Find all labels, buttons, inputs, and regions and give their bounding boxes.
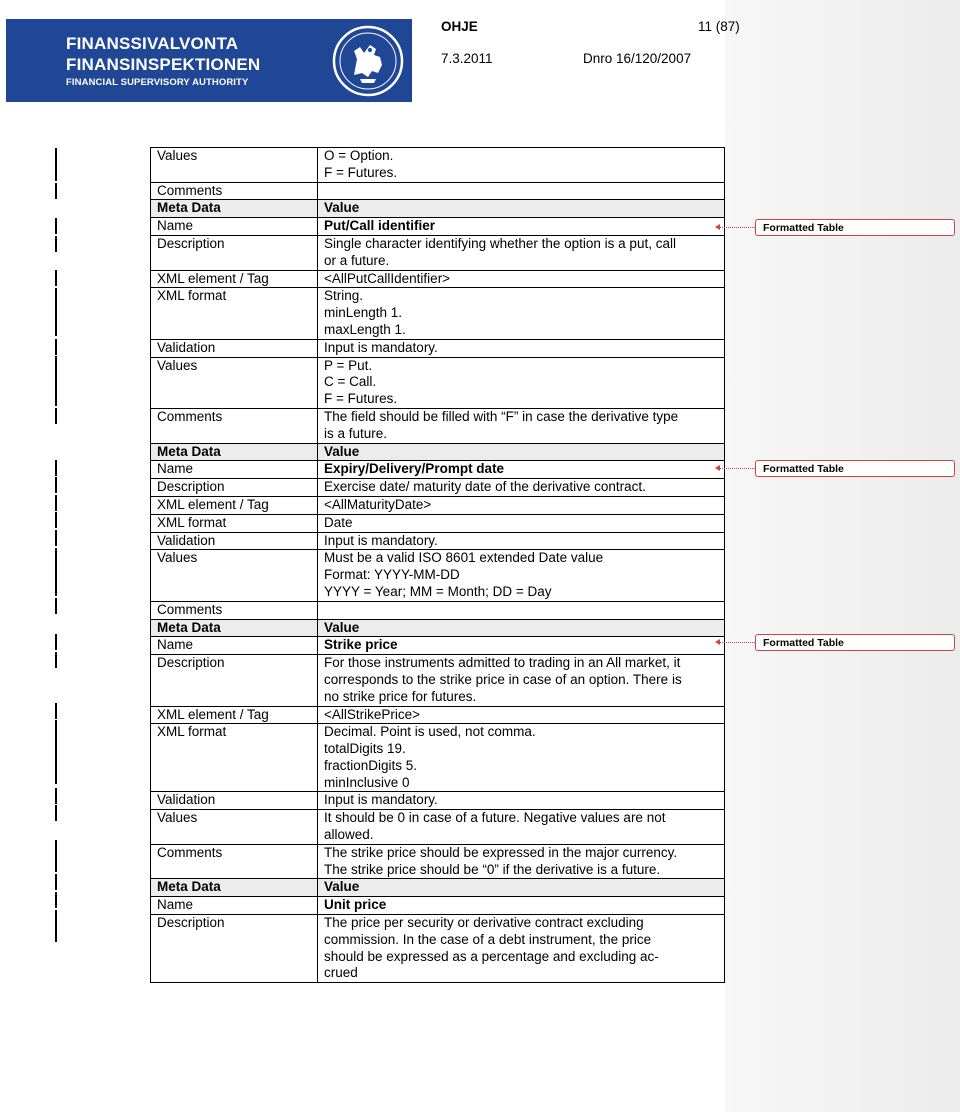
annotation-connector (720, 468, 755, 469)
field-value-line: commission. In the case of a debt instrument, the price (324, 931, 652, 947)
field-value-line: <AllStrikePrice> (324, 706, 421, 722)
field-value-line: <AllPutCallIdentifier> (324, 270, 451, 286)
field-value-line: Single character identifying whether the option is a put, call (324, 235, 676, 251)
table-row (151, 706, 725, 724)
field-value-line: Input is mandatory. (324, 532, 438, 548)
change-bar (55, 910, 57, 942)
change-bar (55, 408, 57, 424)
document-date: 7.3.2011 (441, 51, 493, 66)
change-bar (55, 874, 57, 890)
field-label-cell: Values (151, 550, 318, 601)
meta-header-row (151, 619, 725, 637)
field-value-line: fractionDigits 5. (324, 757, 418, 773)
field-value-cell (318, 479, 725, 497)
field-label-cell: XML element / Tag (151, 706, 318, 724)
formatted-table-comment[interactable]: Formatted Table (755, 460, 955, 477)
field-value-line: minInclusive 0 (324, 774, 410, 790)
comment-margin-pane (725, 0, 960, 1112)
field-value-cell (318, 897, 725, 915)
field-label-cell: Description (151, 235, 318, 270)
logo-org-name-sv: FINANSINSPEKTIONEN (66, 55, 261, 74)
meta-header-row (151, 200, 725, 218)
field-value-cell (318, 408, 725, 443)
field-value-line: The strike price should be “0” if the derivative is a future. (324, 861, 661, 877)
table-row (151, 357, 725, 408)
change-bar (55, 236, 57, 252)
field-value-line: C = Call. (324, 374, 377, 390)
field-label-cell: Validation (151, 339, 318, 357)
field-label-cell: Comments (151, 601, 318, 619)
field-label-cell: Name (151, 897, 318, 915)
table-row (151, 218, 725, 236)
field-label-cell: Values (151, 148, 318, 183)
field-label-cell: Comments (151, 182, 318, 200)
document-type: OHJE (441, 19, 478, 34)
table-row (151, 288, 725, 339)
field-label-cell: Validation (151, 792, 318, 810)
field-value-cell (318, 792, 725, 810)
field-value-cell (318, 637, 725, 655)
field-value-cell (318, 270, 725, 288)
field-value-line: Format: YYYY-MM-DD (324, 567, 460, 583)
field-value-cell (318, 810, 725, 845)
table-row (151, 339, 725, 357)
field-label-cell: XML element / Tag (151, 270, 318, 288)
change-bar (55, 788, 57, 804)
table-row (151, 532, 725, 550)
formatted-table-comment[interactable]: Formatted Table (755, 219, 955, 236)
field-value-cell (318, 706, 725, 724)
field-label-cell: Validation (151, 532, 318, 550)
field-label-cell: Description (151, 479, 318, 497)
field-label-cell: Comments (151, 408, 318, 443)
field-label-cell: XML format (151, 288, 318, 339)
field-value-line: <AllMaturityDate> (324, 496, 432, 512)
field-value-cell (318, 182, 725, 200)
field-label-cell: XML format (151, 514, 318, 532)
field-value-line: Put/Call identifier (324, 218, 436, 234)
change-bar (55, 183, 57, 199)
change-bar (55, 652, 57, 668)
annotation-connector (720, 227, 755, 228)
field-value-line: String. (324, 288, 364, 304)
table-row (151, 148, 725, 183)
change-bar (55, 512, 57, 528)
field-label-cell: Values (151, 357, 318, 408)
lion-crest-icon (330, 23, 406, 99)
field-label-cell: Name (151, 461, 318, 479)
field-value-line: no strike price for futures. (324, 688, 477, 704)
field-label-cell: XML format (151, 724, 318, 792)
field-spec-table (150, 147, 725, 983)
field-value-cell (318, 235, 725, 270)
field-value-cell (318, 655, 725, 706)
table-row (151, 235, 725, 270)
field-value-cell (318, 200, 725, 218)
table-row (151, 270, 725, 288)
change-bar (55, 805, 57, 821)
change-bar (55, 598, 57, 614)
field-label-cell: Name (151, 218, 318, 236)
field-value-line: maxLength 1. (324, 321, 406, 337)
change-bar (55, 720, 57, 784)
field-label-cell: Values (151, 810, 318, 845)
field-value-line: It should be 0 in case of a future. Negative values are not (324, 810, 666, 826)
table-row (151, 655, 725, 706)
field-label-cell: Name (151, 637, 318, 655)
field-value-line: YYYY = Year; MM = Month; DD = Day (324, 583, 552, 599)
change-bar (55, 495, 57, 511)
field-value-line: is a future. (324, 425, 388, 441)
field-value-cell (318, 915, 725, 983)
change-bar (55, 840, 57, 872)
field-value-cell (318, 532, 725, 550)
table-row (151, 915, 725, 983)
field-value-line: O = Option. (324, 148, 394, 163)
field-value-cell (318, 443, 725, 461)
field-value-line: Value (324, 200, 360, 216)
change-bar (55, 892, 57, 908)
document-reference: Dnro 16/120/2007 (583, 51, 692, 66)
field-value-line: totalDigits 19. (324, 741, 406, 757)
field-label-cell: Comments (151, 844, 318, 879)
field-value-line: F = Futures. (324, 164, 398, 180)
field-value-line: Unit price (324, 897, 387, 913)
field-value-line: P = Put. (324, 357, 373, 373)
change-bar (55, 218, 57, 234)
table-row (151, 844, 725, 879)
change-bar (55, 356, 57, 406)
field-value-cell (318, 619, 725, 637)
meta-header-row (151, 443, 725, 461)
field-value-cell (318, 461, 725, 479)
field-value-cell (318, 339, 725, 357)
change-bar (55, 703, 57, 719)
field-label-cell: Description (151, 915, 318, 983)
field-value-line: Date (324, 514, 353, 530)
logo-org-name-fi: FINANSSIVALVONTA (66, 34, 239, 53)
field-value-cell (318, 496, 725, 514)
change-bar (55, 288, 57, 336)
field-value-cell (318, 550, 725, 601)
field-value-line: The field should be filled with “F” in case the derivative type (324, 408, 679, 424)
formatted-table-comment[interactable]: Formatted Table (755, 634, 955, 651)
field-value-cell (318, 844, 725, 879)
change-bar (55, 634, 57, 650)
field-label-cell: Meta Data (151, 443, 318, 461)
field-value-cell (318, 879, 725, 897)
table-row (151, 479, 725, 497)
field-value-line: Value (324, 879, 360, 895)
change-bar (55, 530, 57, 546)
field-value-line: or a future. (324, 252, 390, 268)
field-value-line: Decimal. Point is used, not comma. (324, 724, 536, 740)
table-row (151, 496, 725, 514)
field-value-cell (318, 357, 725, 408)
field-value-line: The strike price should be expressed in the major currency. (324, 844, 678, 860)
field-label-cell: Description (151, 655, 318, 706)
field-label-cell: Meta Data (151, 619, 318, 637)
field-value-line: crued (324, 965, 358, 981)
field-spec-table-body (151, 148, 725, 983)
field-value-line: allowed. (324, 827, 374, 843)
field-value-line (324, 183, 718, 200)
field-value-line: Strike price (324, 637, 398, 653)
field-value-line: Expiry/Delivery/Prompt date (324, 461, 505, 477)
field-value-cell (318, 288, 725, 339)
field-value-line: Value (324, 619, 360, 635)
field-value-line: Input is mandatory. (324, 792, 438, 808)
field-value-line: The price per security or derivative contract excluding (324, 915, 644, 931)
table-row (151, 461, 725, 479)
field-value-line: Input is mandatory. (324, 339, 438, 355)
table-row (151, 601, 725, 619)
field-value-line: corresponds to the strike price in case of an option. There is (324, 671, 682, 687)
field-value-cell (318, 218, 725, 236)
field-value-line: minLength 1. (324, 305, 403, 321)
field-value-line: Value (324, 443, 360, 459)
change-bar (55, 339, 57, 355)
field-label-cell: Meta Data (151, 879, 318, 897)
table-row (151, 792, 725, 810)
field-value-cell (318, 514, 725, 532)
annotation-connector (720, 642, 755, 643)
table-row (151, 897, 725, 915)
change-bar (55, 148, 57, 181)
table-row (151, 514, 725, 532)
change-bar (55, 477, 57, 493)
field-value-cell (318, 148, 725, 183)
meta-header-row (151, 879, 725, 897)
field-label-cell: Meta Data (151, 200, 318, 218)
table-row (151, 637, 725, 655)
table-row (151, 408, 725, 443)
change-bar (55, 270, 57, 286)
field-value-line: should be expressed as a percentage and excluding ac- (324, 948, 659, 964)
field-value-line: Exercise date/ maturity date of the derivative contract. (324, 479, 646, 495)
page-number: 11 (87) (698, 19, 740, 34)
logo-org-name-en: FINANCIAL SUPERVISORY AUTHORITY (66, 77, 249, 88)
field-value-line: F = Futures. (324, 391, 398, 407)
field-value-line: Must be a valid ISO 8601 extended Date value (324, 550, 604, 566)
field-value-cell (318, 601, 725, 619)
field-label-cell: XML element / Tag (151, 496, 318, 514)
table-row (151, 724, 725, 792)
table-row (151, 182, 725, 200)
table-row (151, 810, 725, 845)
table-row (151, 550, 725, 601)
change-bar (55, 548, 57, 596)
field-value-line: For those instruments admitted to trading in an All market, it (324, 655, 681, 671)
field-value-line (324, 602, 718, 619)
org-logo (6, 19, 412, 102)
field-value-cell (318, 724, 725, 792)
change-bar (55, 460, 57, 476)
